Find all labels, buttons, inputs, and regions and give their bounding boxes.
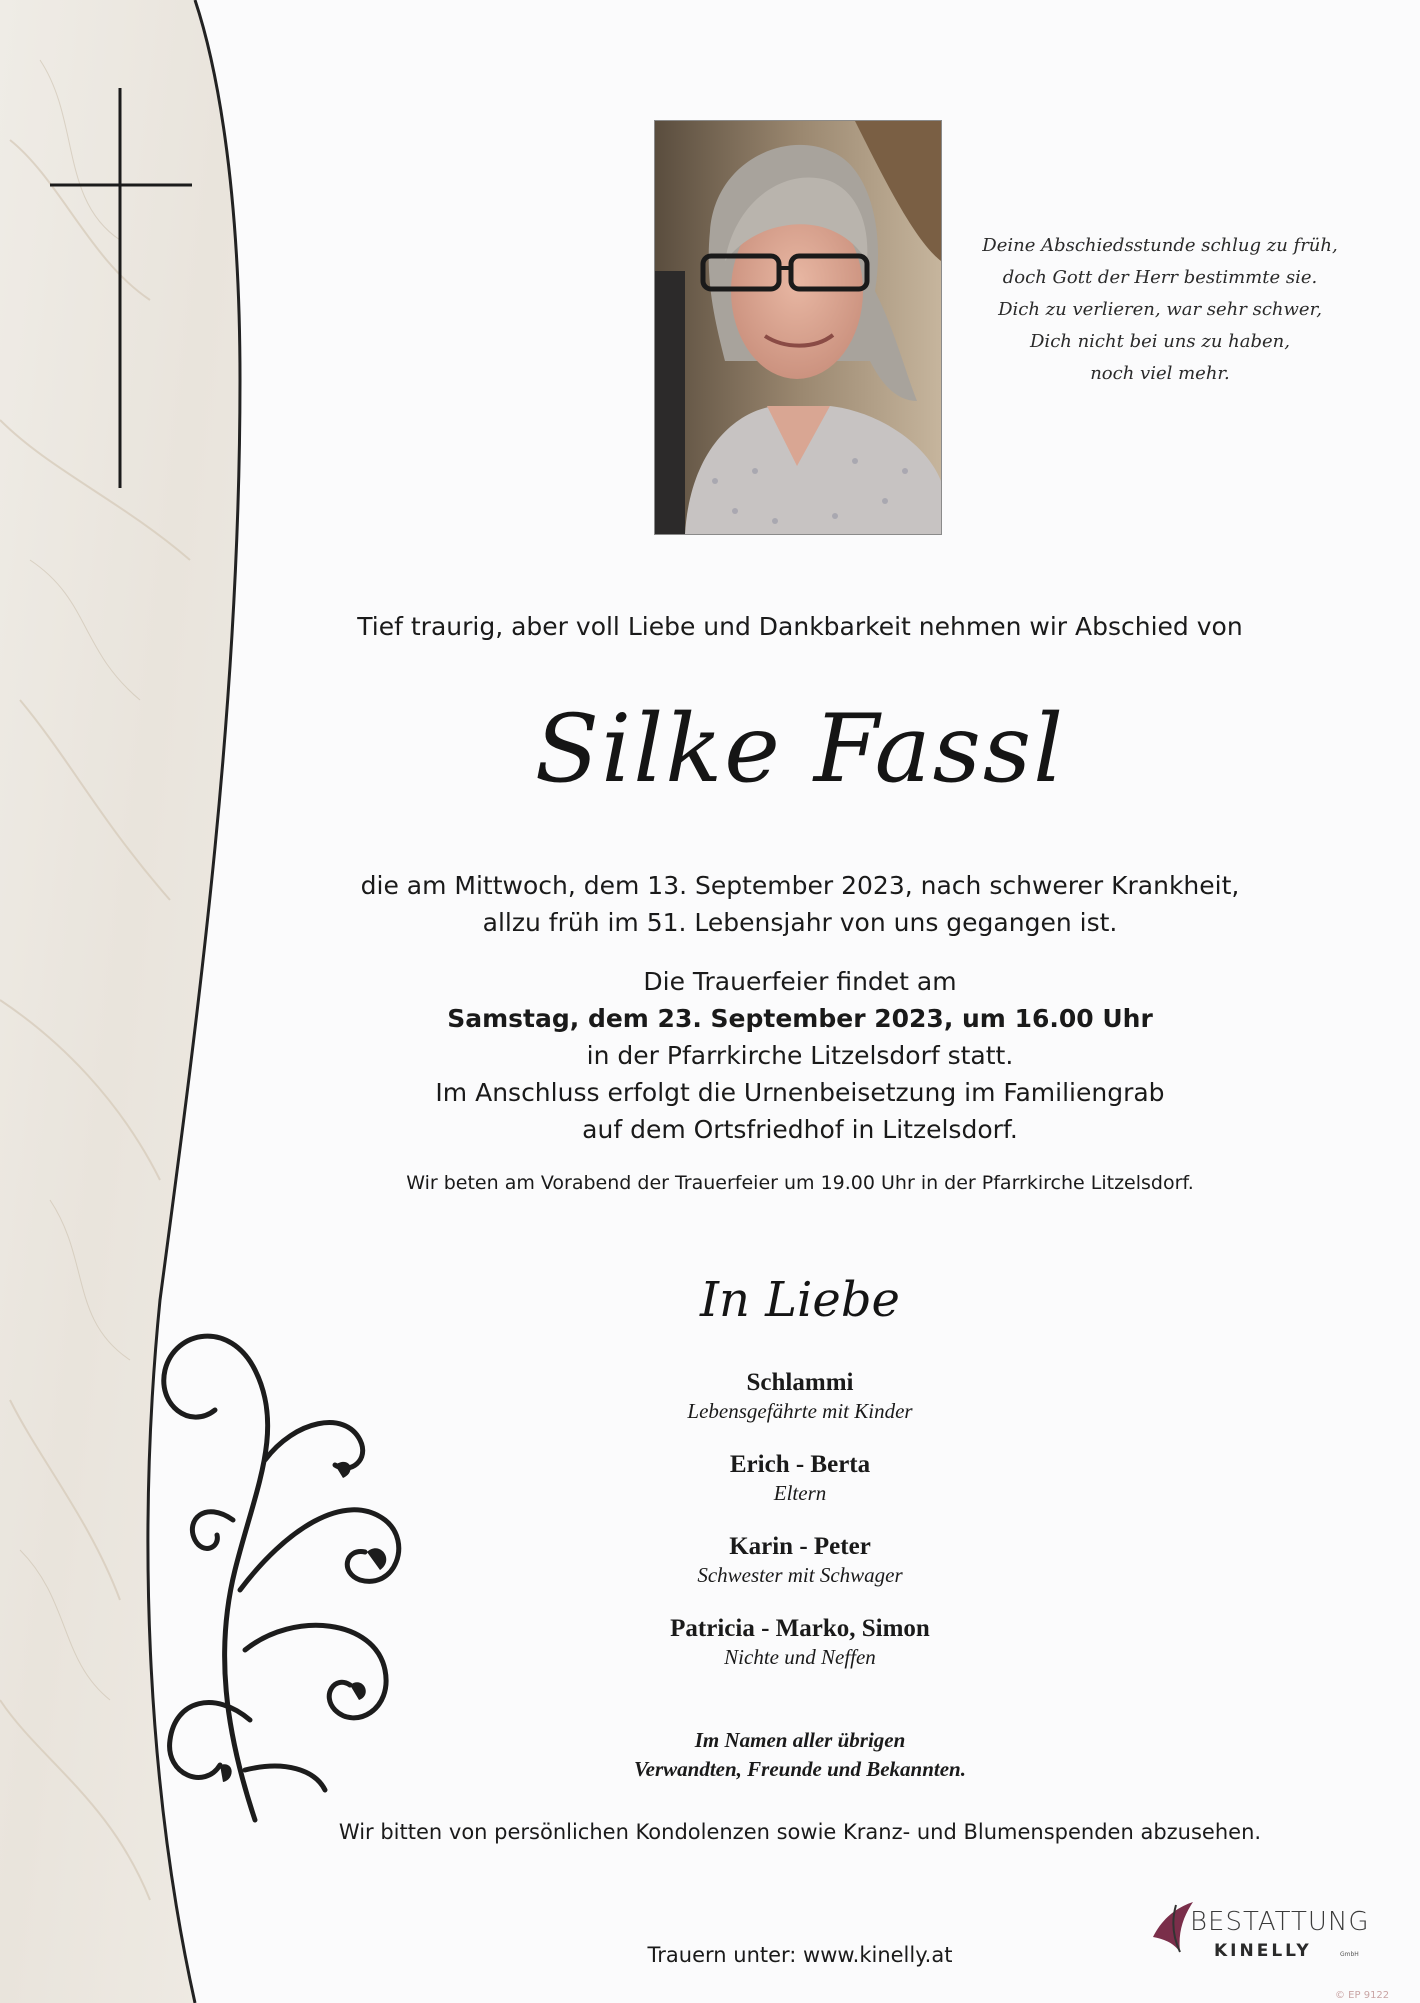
ceremony-line: auf dem Ortsfriedhof in Litzelsdorf.	[582, 1115, 1018, 1144]
closing-signature	[300, 1726, 1300, 1784]
mourner-entry	[300, 1614, 1300, 1670]
ceremony-date: Samstag, dem 23. September 2023, um 16.00 Uhr	[447, 1004, 1153, 1033]
mourner-name: Erich - Berta	[729, 1451, 871, 1478]
flourish-ornament	[145, 1290, 415, 1830]
poem-line: noch viel mehr.	[1090, 363, 1230, 384]
death-notice	[300, 867, 1300, 941]
mourner-name: Patricia - Marko, Simon	[670, 1615, 930, 1642]
donation-request: Wir bitten von persönlichen Kondolenzen sowie Kranz- und Blumenspenden abzusehen.	[338, 1820, 1262, 1844]
ceremony-line: in der Pfarrkirche Litzelsdorf statt.	[586, 1041, 1014, 1070]
death-line: die am Mittwoch, dem 13. September 2023, nach schwerer Krankheit,	[360, 871, 1240, 900]
funeral-home-logo	[1148, 1895, 1370, 1975]
death-line: allzu früh im 51. Lebensjahr von uns gegangen ist.	[482, 908, 1118, 937]
mourner-name: Schlammi	[746, 1369, 854, 1396]
deceased-name: Silke Fassl	[534, 695, 1066, 804]
poem-line: Dich nicht bei uns zu haben,	[1030, 331, 1290, 352]
ceremony-info	[300, 963, 1300, 1148]
mourner-role: Lebensgefährte mit Kinder	[687, 1399, 913, 1423]
logo-suffix: GmbH	[1340, 1951, 1359, 1958]
prayer-note: Wir beten am Vorabend der Trauerfeier um 19.00 Uhr in der Pfarrkirche Litzelsdorf.	[406, 1172, 1194, 1194]
poem-line: Dich zu verlieren, war sehr schwer,	[998, 299, 1322, 320]
mourner-entry	[300, 1450, 1300, 1506]
logo-subtitle: KINELLY	[1214, 1941, 1312, 1961]
ceremony-line: Die Trauerfeier findet am	[643, 967, 957, 996]
cross-icon	[50, 88, 192, 488]
mourner-role: Nichte und Neffen	[724, 1645, 876, 1669]
closing-line: Im Namen aller übrigen	[694, 1728, 906, 1752]
poem-line: doch Gott der Herr bestimmte sie.	[1002, 267, 1318, 288]
closing-line: Verwandten, Freunde und Bekannten.	[633, 1757, 966, 1781]
print-code: © EP 9122	[1335, 1990, 1390, 2001]
in-liebe-heading: In Liebe	[700, 1272, 900, 1328]
ceremony-line: Im Anschluss erfolgt die Urnenbeisetzung im Familiengrab	[435, 1078, 1165, 1107]
poem	[980, 230, 1340, 390]
intro-text: Tief traurig, aber voll Liebe und Dankbarkeit nehmen wir Abschied von	[357, 612, 1243, 641]
mourner-role: Eltern	[773, 1481, 827, 1505]
mourner-role: Schwester mit Schwager	[697, 1563, 903, 1587]
condolence-link[interactable]: Trauern unter: www.kinelly.at	[647, 1943, 953, 1967]
mourner-entry	[300, 1368, 1300, 1424]
poem-line: Deine Abschiedsstunde schlug zu früh,	[982, 235, 1338, 256]
mourner-name: Karin - Peter	[729, 1533, 871, 1560]
portrait-photo	[654, 120, 942, 535]
mourner-entry	[300, 1532, 1300, 1588]
mourners-list	[300, 1368, 1300, 1696]
logo-title: BESTATTUNG	[1190, 1907, 1370, 1937]
